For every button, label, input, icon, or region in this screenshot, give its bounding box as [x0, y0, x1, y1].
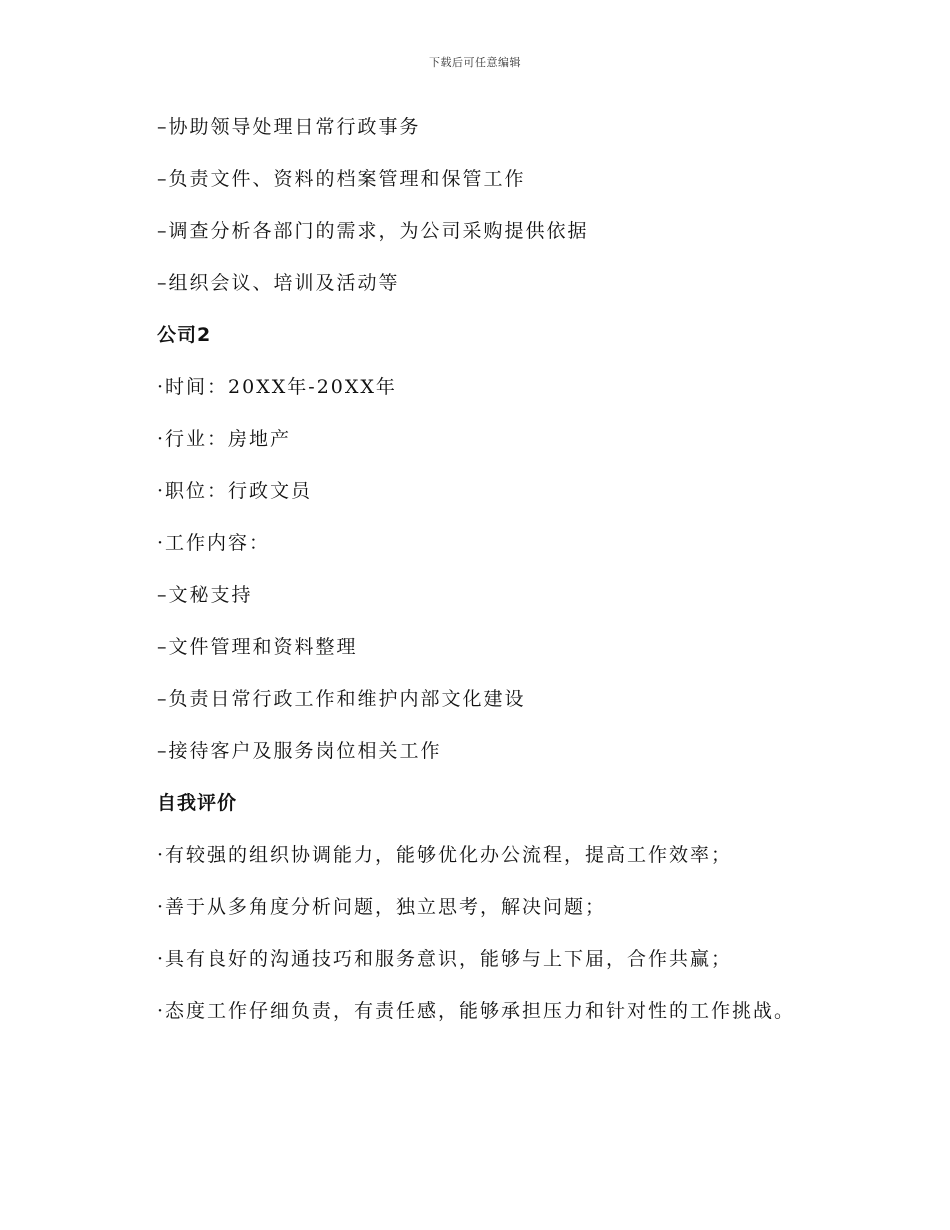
company-2-industry: ·行业：房地产 [157, 428, 292, 450]
self-eval-item-attitude: ·态度工作仔细负责，有责任感，能够承担压力和针对性的工作挑战。 [157, 1000, 796, 1022]
page-header: 下载后可任意编辑 [429, 56, 521, 69]
company-2-position: ·职位：行政文员 [157, 480, 313, 502]
company-2-heading: 公司2 [157, 324, 212, 346]
duty-item-reception: –接待客户及服务岗位相关工作 [157, 740, 442, 762]
self-eval-item-communication: ·具有良好的沟通技巧和服务意识，能够与上下届，合作共赢； [157, 948, 733, 970]
task-item-organize-meetings: –组织会议、培训及活动等 [157, 272, 400, 294]
task-item-file-archive: –负责文件、资料的档案管理和保管工作 [157, 168, 526, 190]
company-2-period: ·时间：20XX年-20XX年 [157, 376, 397, 398]
self-eval-item-problem-solving: ·善于从多角度分析问题，独立思考，解决问题； [157, 896, 607, 918]
task-item-needs-analysis: –调查分析各部门的需求，为公司采购提供依据 [157, 220, 589, 242]
company-2-duties-label: ·工作内容： [157, 532, 271, 554]
self-evaluation-heading: 自我评价 [157, 792, 238, 814]
task-item-assist-leader: –协助领导处理日常行政事务 [157, 116, 421, 138]
duty-item-secretarial: –文秘支持 [157, 584, 253, 606]
document-body [157, 110, 877, 1046]
self-eval-item-coordination: ·有较强的组织协调能力，能够优化办公流程，提高工作效率； [157, 844, 733, 866]
duty-item-admin-culture: –负责日常行政工作和维护内部文化建设 [157, 688, 526, 710]
duty-item-document-management: –文件管理和资料整理 [157, 636, 358, 658]
